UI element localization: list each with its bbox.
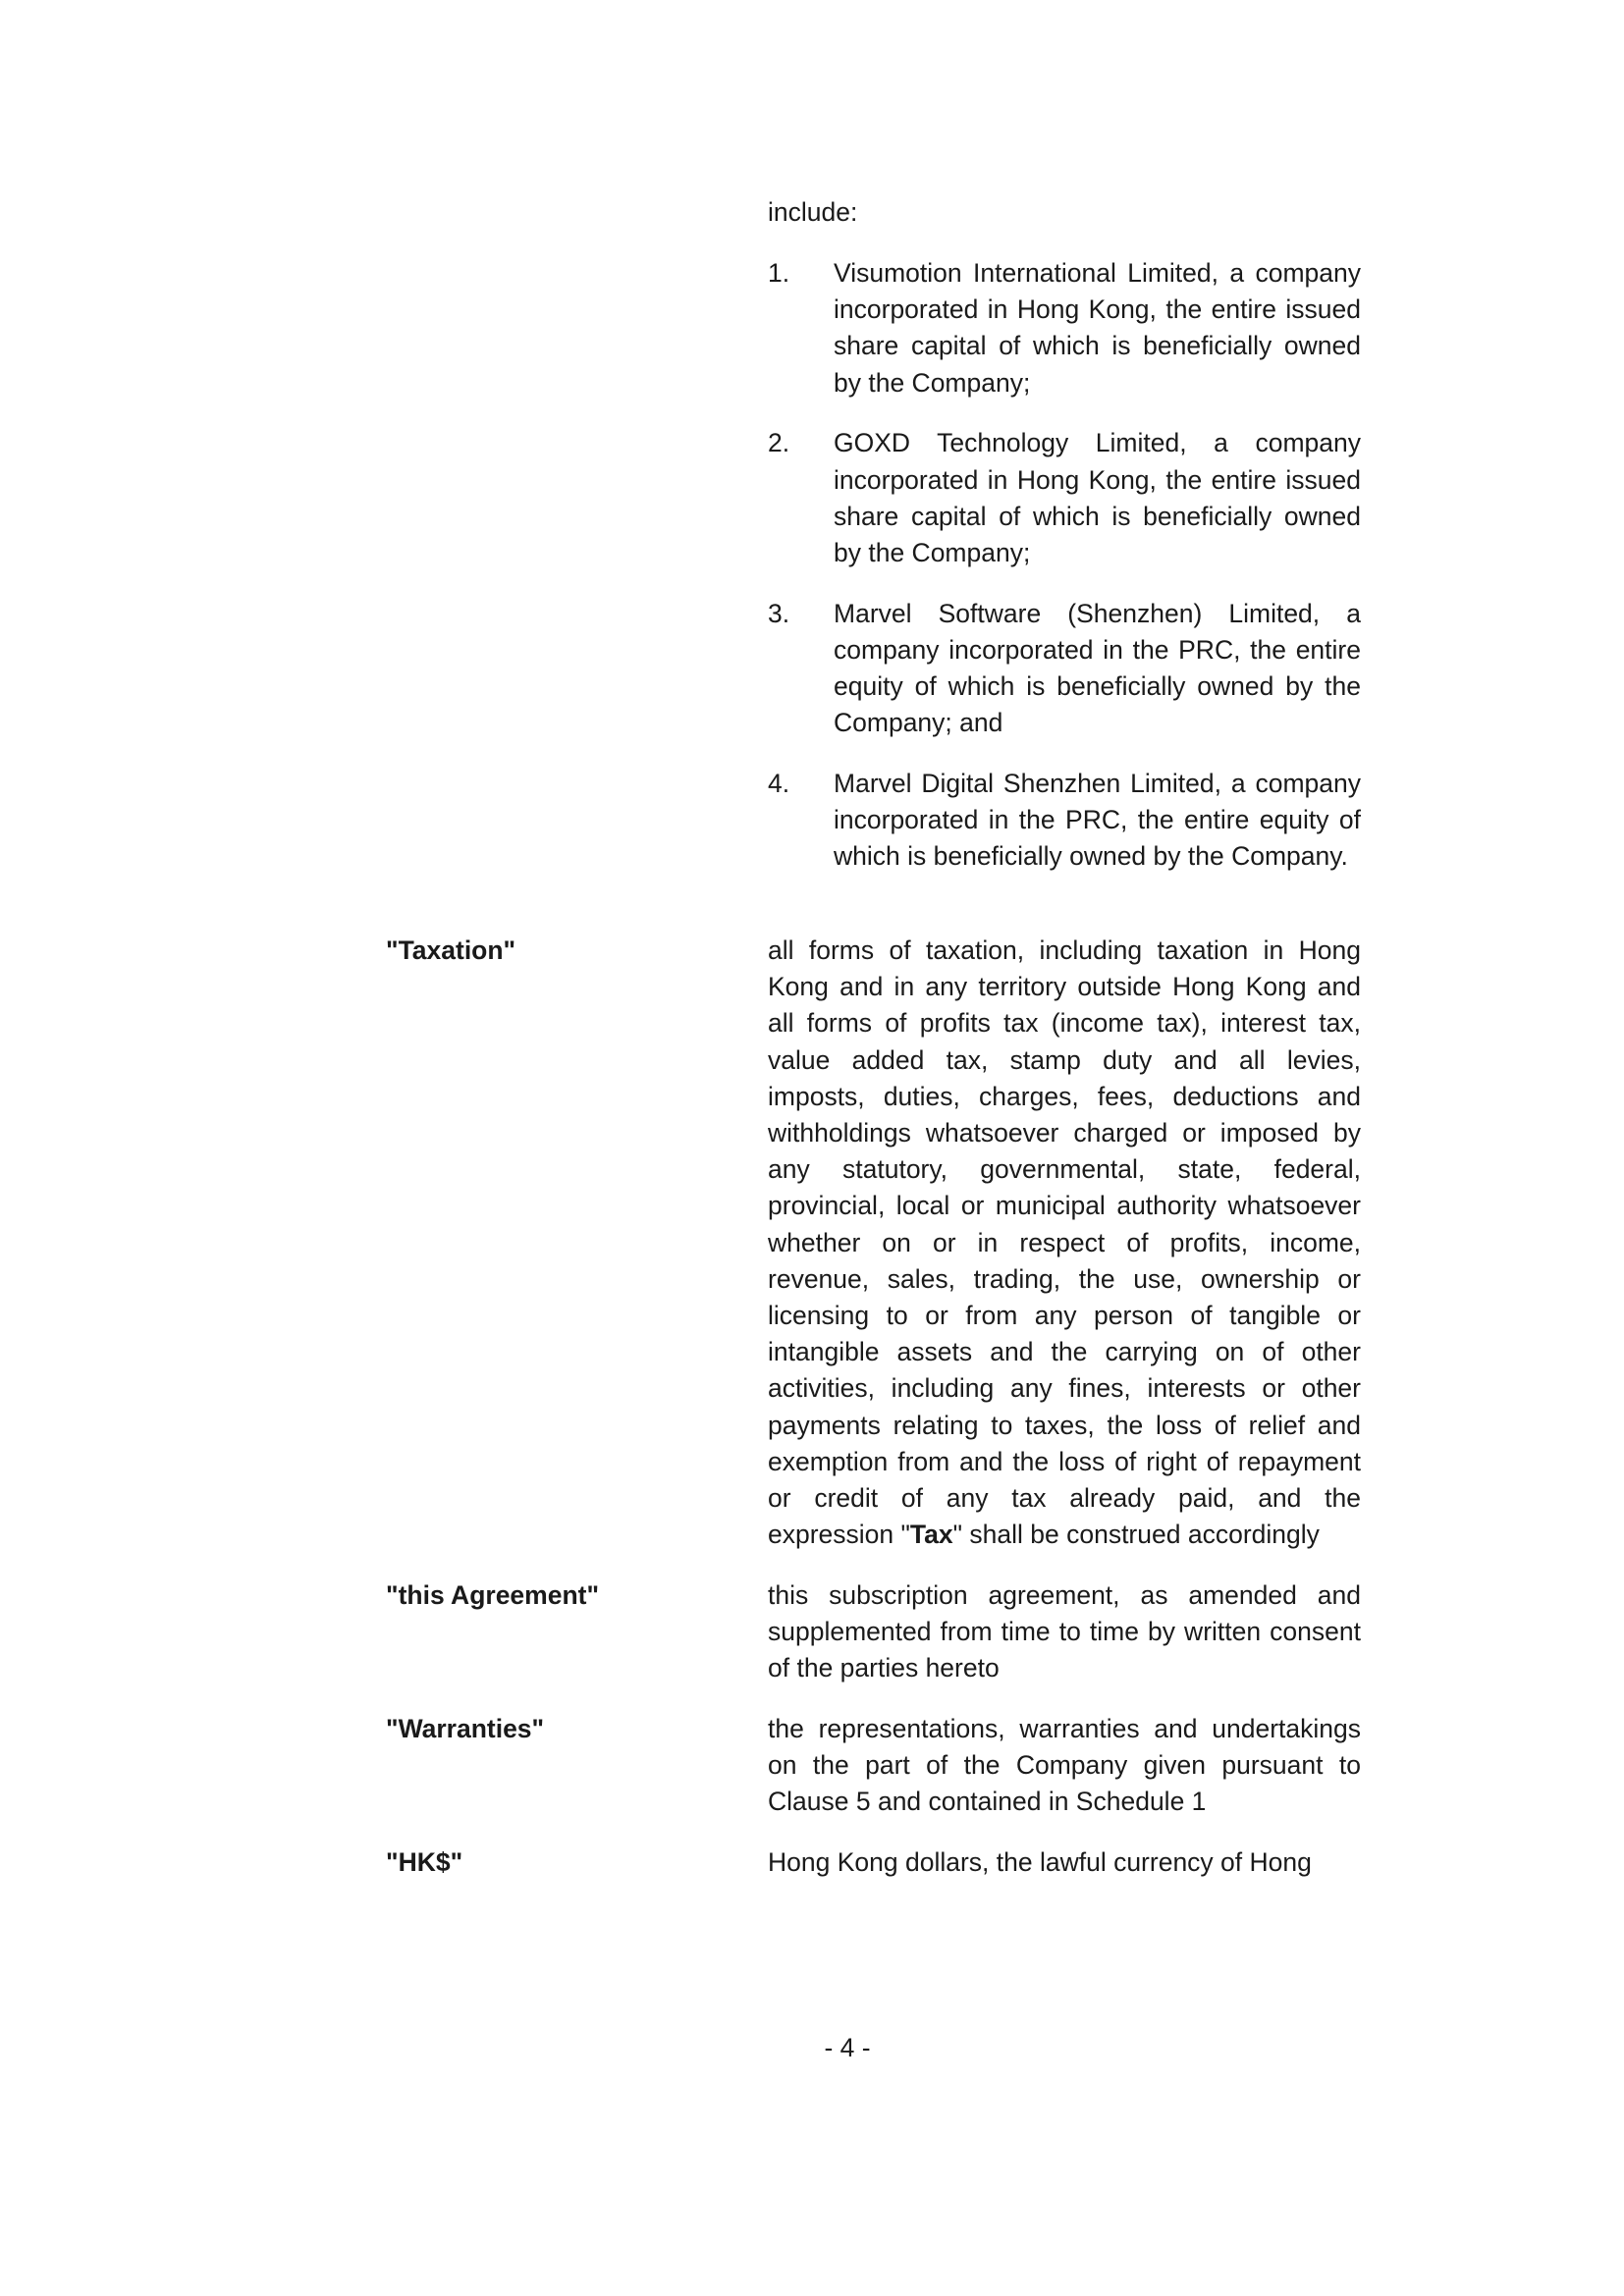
list-item <box>768 596 1361 742</box>
list-item-text: Visumotion International Limited, a company incorporated in Hong Kong, the entire issued share capital of which is beneficially owned by the Company; <box>834 258 1361 398</box>
list-item-number: 4. <box>768 768 790 798</box>
list-item-number: 3. <box>768 598 790 628</box>
list-item <box>768 255 1361 401</box>
definition-text <box>768 933 1361 1553</box>
definition-agreement <box>386 1577 1361 1687</box>
definition-bold-term: Tax <box>909 1520 953 1550</box>
definition-term: "this Agreement" <box>386 1579 600 1610</box>
definition-term: "HK$" <box>386 1847 463 1878</box>
list-item <box>768 425 1361 571</box>
list-item-number: 1. <box>768 258 790 288</box>
intro-text: include: <box>768 197 858 227</box>
definition-warranties <box>386 1711 1361 1821</box>
definition-text: the representations, warranties and undertakings on the part of the Company given pursuant to Clause 5 and contained in Schedule 1 <box>768 1714 1361 1817</box>
definition-taxation <box>386 933 1361 1553</box>
list-item-number: 2. <box>768 428 790 458</box>
definition-term: "Taxation" <box>386 935 516 965</box>
list-item <box>768 766 1361 876</box>
definitions-list <box>386 933 1361 1905</box>
list-item-text: Marvel Digital Shenzhen Limited, a company incorporated in the PRC, the entire equity of which is beneficially owned by the Company. <box>834 768 1361 872</box>
list-item-text: GOXD Technology Limited, a company incorporated in Hong Kong, the entire issued share capital of which is beneficially owned by the Company; <box>834 428 1361 567</box>
definition-text-part: " shall be construed accordingly <box>952 1520 1320 1550</box>
definition-text: this subscription agreement, as amended and supplemented from time to time by written consent of the parties hereto <box>768 1579 1361 1683</box>
list-item-text: Marvel Software (Shenzhen) Limited, a company incorporated in the PRC, the entire equity of which is beneficially owned by the Company; and <box>834 598 1361 738</box>
subsidiary-list <box>768 255 1361 899</box>
definition-term: "Warranties" <box>386 1714 545 1744</box>
definition-text-part: all forms of taxation, including taxation in Hong Kong and in any territory outside Hong Kong and all forms of profits tax (income tax), interest tax, value added tax, stamp duty and all levies, imposts, duties, charges, fees, deductions and withholdings whatsoever charged or imposed by any statutory, governmental, state, federal, provincial, local or municipal authority whatsoever whether on or in respect of profits, income, revenue, sales, trading, the use, ownership or licensing to or from any person of tangible or intangible assets and the carrying on of other activities, including any fines, interests or other payments relating to taxes, the loss of relief and exemption from and the loss of right of repayment or credit of any tax already paid, and the expression " <box>768 935 1361 1550</box>
page-number: - 4 - <box>824 2033 871 2062</box>
definition-text: Hong Kong dollars, the lawful currency of Hong <box>768 1847 1312 1878</box>
definition-hkd <box>386 1844 1361 1881</box>
